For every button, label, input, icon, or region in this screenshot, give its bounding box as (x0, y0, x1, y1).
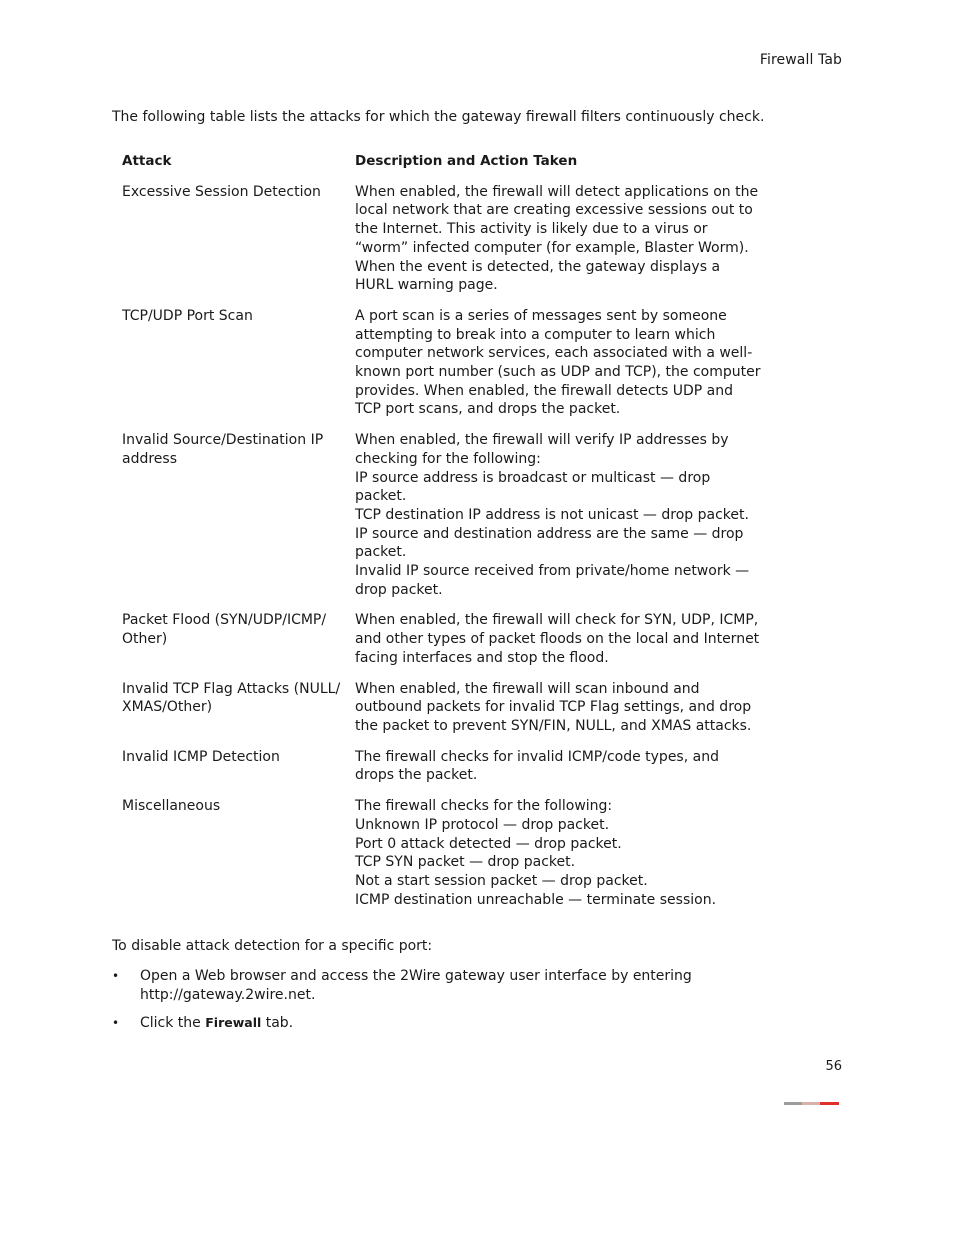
description-cell (346, 797, 762, 921)
intro-paragraph: The following table lists the attacks for which the gateway firewall filters continuously check. (112, 109, 765, 125)
attack-table (112, 152, 762, 921)
description-line: IP source and destination address are the same — drop packet. (355, 525, 744, 561)
instruction-paragraph: To disable attack detection for a specific port: (112, 938, 433, 954)
description-line: IP source address is broadcast or multicast — drop packet. (355, 469, 711, 505)
attack-table-body (112, 183, 762, 922)
description-line: When enabled, the firewall will scan inbound and outbound packets for invalid TCP Flag settings, and drop the packet to prevent SYN/FIN, NULL, and XMAS attacks. (355, 680, 752, 734)
description-line: Not a start session packet — drop packet. (355, 872, 648, 889)
page-number: 56 (825, 1059, 842, 1074)
table-row (112, 431, 762, 611)
attack-name-cell: Invalid TCP Flag Attacks (NULL/ XMAS/Other) (122, 680, 341, 716)
description-line: The firewall checks for the following: (355, 798, 613, 815)
description-cell (346, 431, 762, 611)
description-line: Invalid IP source received from private/home network — drop packet. (355, 563, 750, 598)
column-header-attack: Attack (122, 153, 172, 169)
attack-name-cell: Packet Flood (SYN/UDP/ICMP/ Other) (122, 612, 327, 648)
description-cell (346, 680, 762, 748)
description-line: When enabled, the firewall will verify IP addresses by checking for the following: (355, 432, 729, 467)
table-row (112, 797, 762, 921)
column-header-description: Description and Action Taken (355, 153, 578, 169)
table-header-row (112, 152, 762, 183)
description-cell (346, 748, 762, 797)
attack-name-cell: Invalid ICMP Detection (122, 748, 280, 765)
description-line: A port scan is a series of messages sent by someone attempting to break into a computer to learn which computer network services, each associated with a well-known port number (such as UDP and TCP), the computer provides. When enabled, the firewall detects UDP and TCP port scans, and drops the packet. (355, 307, 761, 418)
accent-segment-red (820, 1102, 839, 1105)
table-row (112, 183, 762, 307)
bullet-icon: • (112, 969, 120, 983)
description-line: Port 0 attack detected — drop packet. (355, 835, 622, 852)
steps-list (112, 967, 712, 1043)
table-row (112, 611, 762, 679)
description-line: ICMP destination unreachable — terminate session. (355, 891, 717, 908)
page-header-title: Firewall Tab (759, 52, 842, 68)
attack-name-cell: Miscellaneous (122, 798, 221, 815)
table-row (112, 307, 762, 431)
accent-segment-tan (802, 1102, 820, 1105)
accent-segment-gray (784, 1102, 802, 1105)
description-line: TCP SYN packet — drop packet. (355, 854, 576, 871)
table-row (112, 748, 762, 797)
description-line: The firewall checks for invalid ICMP/code types, and drops the packet. (355, 748, 719, 784)
list-item (112, 1014, 712, 1033)
description-line: When enabled, the firewall will detect applications on the local network that are creating excessive sessions out to the Internet. This activity is likely due to a virus or “worm” infected computer (for example, Blaster Worm). When the event is detected, the gateway displays a HURL warning page. (355, 183, 759, 294)
step-text: Open a Web browser and access the 2Wire gateway user interface by entering http://gateway.2wire.net. (140, 968, 692, 1003)
step-text-before: Click the (140, 1015, 206, 1032)
description-line: Unknown IP protocol — drop packet. (355, 816, 610, 833)
description-line: When enabled, the firewall will check for SYN, UDP, ICMP, and other types of packet floods on the local and Internet facing interfaces and stop the flood. (355, 612, 760, 666)
description-cell (346, 611, 762, 679)
list-item (112, 967, 712, 1004)
firewall-tab-name: Firewall (205, 1015, 262, 1031)
table-row (112, 680, 762, 748)
attack-name-cell: TCP/UDP Port Scan (122, 307, 253, 324)
description-cell (346, 307, 762, 431)
footer-accent-bar (784, 1102, 839, 1105)
description-line: TCP destination IP address is not unicast — drop packet. (355, 506, 749, 523)
step-text-after: tab. (261, 1015, 294, 1032)
attack-name-cell: Excessive Session Detection (122, 183, 321, 200)
attack-name-cell: Invalid Source/Destination IP address (122, 432, 324, 467)
bullet-icon: • (112, 1016, 120, 1031)
description-cell (346, 183, 762, 307)
